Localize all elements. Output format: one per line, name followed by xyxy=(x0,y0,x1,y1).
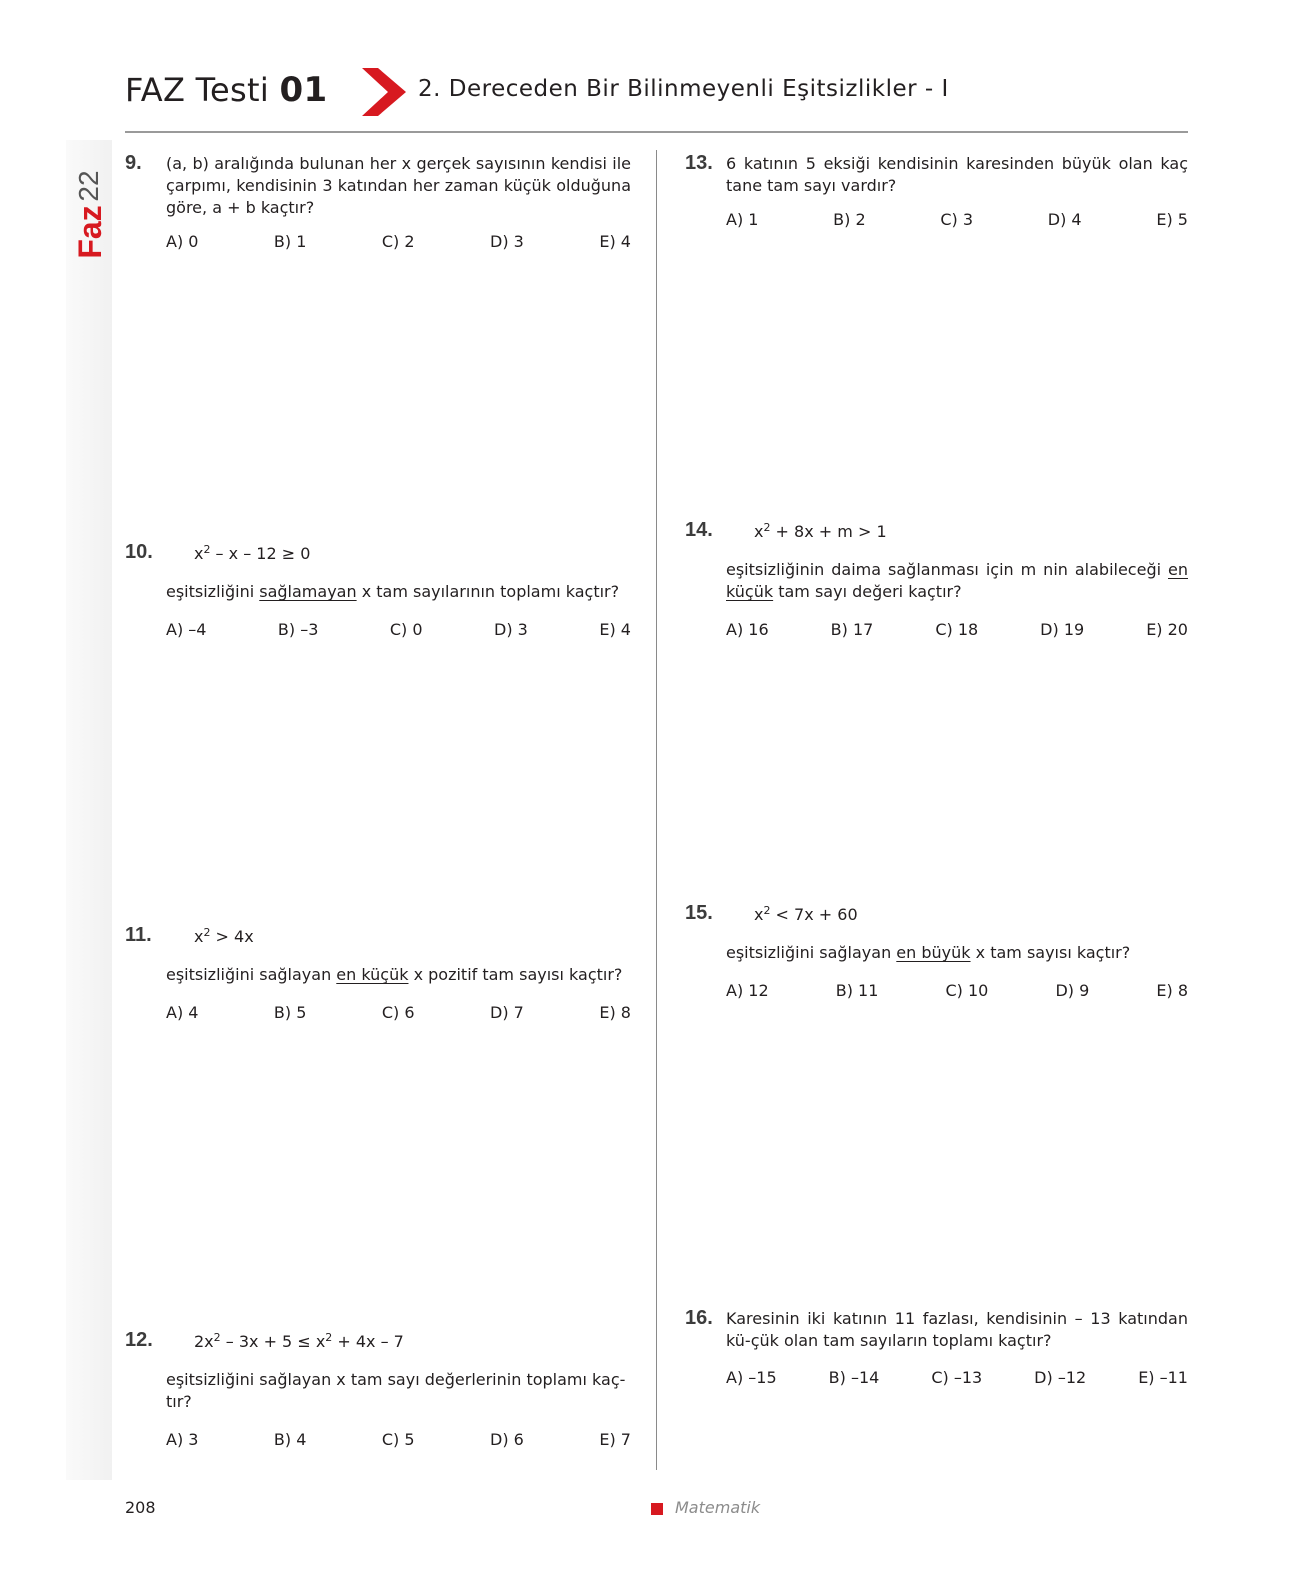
choice-c[interactable]: C) 2 xyxy=(381,232,415,251)
choice-a[interactable]: A) 16 xyxy=(726,620,769,639)
question-prompt: eşitsizliğini sağlayan x tam sayı değerlerinin toplamı kaç- tır? xyxy=(166,1370,626,1411)
answer-choices xyxy=(166,1003,631,1022)
test-title xyxy=(125,70,327,110)
choice-d[interactable]: D) 7 xyxy=(490,1003,524,1022)
answer-choices xyxy=(726,210,1188,229)
answer-choices xyxy=(166,1430,631,1449)
choice-a[interactable]: A) –15 xyxy=(726,1368,777,1387)
subject-label: Matematik xyxy=(675,1498,761,1517)
question-number: 11. xyxy=(125,924,152,946)
choice-e[interactable]: E) 5 xyxy=(1156,210,1188,229)
question-12 xyxy=(125,1329,631,1459)
side-number: 22 xyxy=(73,170,104,202)
choice-c[interactable]: C) 0 xyxy=(389,620,423,639)
choice-b[interactable]: B) –3 xyxy=(277,620,319,639)
question-15 xyxy=(685,902,1188,1012)
question-16 xyxy=(685,1307,1188,1397)
question-14 xyxy=(685,519,1188,649)
question-9 xyxy=(125,152,631,262)
chevron-right-icon xyxy=(362,68,406,116)
choice-e[interactable]: E) 4 xyxy=(599,620,631,639)
question-number: 9. xyxy=(125,152,142,174)
choice-c[interactable]: C) 10 xyxy=(945,981,989,1000)
choice-c[interactable]: C) 6 xyxy=(381,1003,415,1022)
side-strip xyxy=(66,140,112,1480)
answer-choices xyxy=(166,232,631,251)
choice-b[interactable]: B) 2 xyxy=(833,210,866,229)
choice-c[interactable]: C) –13 xyxy=(931,1368,983,1387)
page-number: 208 xyxy=(125,1498,156,1517)
answer-choices xyxy=(726,981,1188,1000)
choice-a[interactable]: A) 4 xyxy=(166,1003,199,1022)
answer-choices xyxy=(166,620,631,639)
choice-d[interactable]: D) 3 xyxy=(490,232,524,251)
question-13 xyxy=(685,152,1188,242)
question-text: Karesinin iki katının 11 fazlası, kendisinin – 13 katından kü-çük olan tam sayıların toplamı kaçtır? xyxy=(726,1309,1188,1350)
choice-e[interactable]: E) –11 xyxy=(1138,1368,1188,1387)
choice-b[interactable]: B) 11 xyxy=(835,981,879,1000)
question-prompt: eşitsizliğini sağlamayan x tam sayılarının toplamı kaçtır? xyxy=(166,582,620,601)
question-number: 10. xyxy=(125,541,153,563)
question-text: (a, b) aralığında bulunan her x gerçek sayısının kendisi ile çarpımı, kendisinin 3 katından her zaman küçük olduğuna göre, a + b kaçtır? xyxy=(166,154,631,217)
choice-d[interactable]: D) –12 xyxy=(1034,1368,1087,1387)
choice-e[interactable]: E) 8 xyxy=(1156,981,1188,1000)
choice-c[interactable]: C) 18 xyxy=(935,620,979,639)
choice-b[interactable]: B) 1 xyxy=(273,232,307,251)
column-divider xyxy=(656,150,657,1470)
question-formula: $x^2 > 4x$ xyxy=(194,926,254,946)
answer-choices xyxy=(726,1368,1188,1387)
question-formula: $x^2 < 7x + 60$ xyxy=(754,904,858,924)
question-prompt: eşitsizliğini sağlayan en büyük x tam sayısı kaçtır? xyxy=(726,943,1131,962)
choice-c[interactable]: C) 5 xyxy=(381,1430,415,1449)
question-formula: $x^2 + 8x + m > 1$ xyxy=(754,521,887,541)
choice-b[interactable]: B) –14 xyxy=(828,1368,880,1387)
question-number: 14. xyxy=(685,519,713,541)
choice-a[interactable]: A) 12 xyxy=(726,981,769,1000)
question-number: 13. xyxy=(685,152,713,174)
choice-b[interactable]: B) 4 xyxy=(273,1430,307,1449)
choice-d[interactable]: D) 4 xyxy=(1047,210,1082,229)
choice-e[interactable]: E) 4 xyxy=(599,232,631,251)
choice-b[interactable]: B) 5 xyxy=(273,1003,307,1022)
test-number: 01 xyxy=(279,70,328,110)
question-number: 12. xyxy=(125,1329,153,1351)
page-title: 2. Dereceden Bir Bilinmeyenli Eşitsizlikler - I xyxy=(418,76,949,102)
choice-a[interactable]: A) 3 xyxy=(166,1430,199,1449)
question-10 xyxy=(125,541,631,651)
question-11 xyxy=(125,924,631,1034)
side-brand-logo: Faz xyxy=(72,205,106,258)
choice-e[interactable]: E) 8 xyxy=(599,1003,631,1022)
test-label: FAZ Testi xyxy=(125,71,270,109)
question-formula: $2x^2 - 3x + 5 \le x^2 + 4x - 7$ xyxy=(194,1331,404,1351)
question-number: 16. xyxy=(685,1307,713,1329)
question-prompt: eşitsizliğini sağlayan en küçük x pozitif tam sayısı kaçtır? xyxy=(166,965,623,984)
question-formula: $x^2 - x - 12 \ge 0$ xyxy=(194,543,311,563)
question-number: 15. xyxy=(685,902,713,924)
choice-e[interactable]: E) 20 xyxy=(1146,620,1188,639)
choice-a[interactable]: A) 1 xyxy=(726,210,759,229)
square-icon xyxy=(651,1503,663,1515)
choice-a[interactable]: A) –4 xyxy=(166,620,207,639)
choice-d[interactable]: D) 3 xyxy=(494,620,528,639)
side-label xyxy=(72,148,106,258)
header-divider xyxy=(125,131,1188,133)
choice-d[interactable]: D) 19 xyxy=(1040,620,1085,639)
choice-c[interactable]: C) 3 xyxy=(940,210,974,229)
question-text: 6 katının 5 eksiği kendisinin karesinden büyük olan kaç tane tam sayı vardır? xyxy=(726,154,1188,195)
choice-a[interactable]: A) 0 xyxy=(166,232,199,251)
choice-e[interactable]: E) 7 xyxy=(599,1430,631,1449)
choice-d[interactable]: D) 9 xyxy=(1055,981,1090,1000)
choice-b[interactable]: B) 17 xyxy=(830,620,874,639)
choice-d[interactable]: D) 6 xyxy=(490,1430,524,1449)
answer-choices xyxy=(726,620,1188,639)
question-prompt: eşitsizliğinin daima sağlanması için m nin alabileceği en küçük tam sayı değeri kaçtır? xyxy=(726,560,1188,601)
